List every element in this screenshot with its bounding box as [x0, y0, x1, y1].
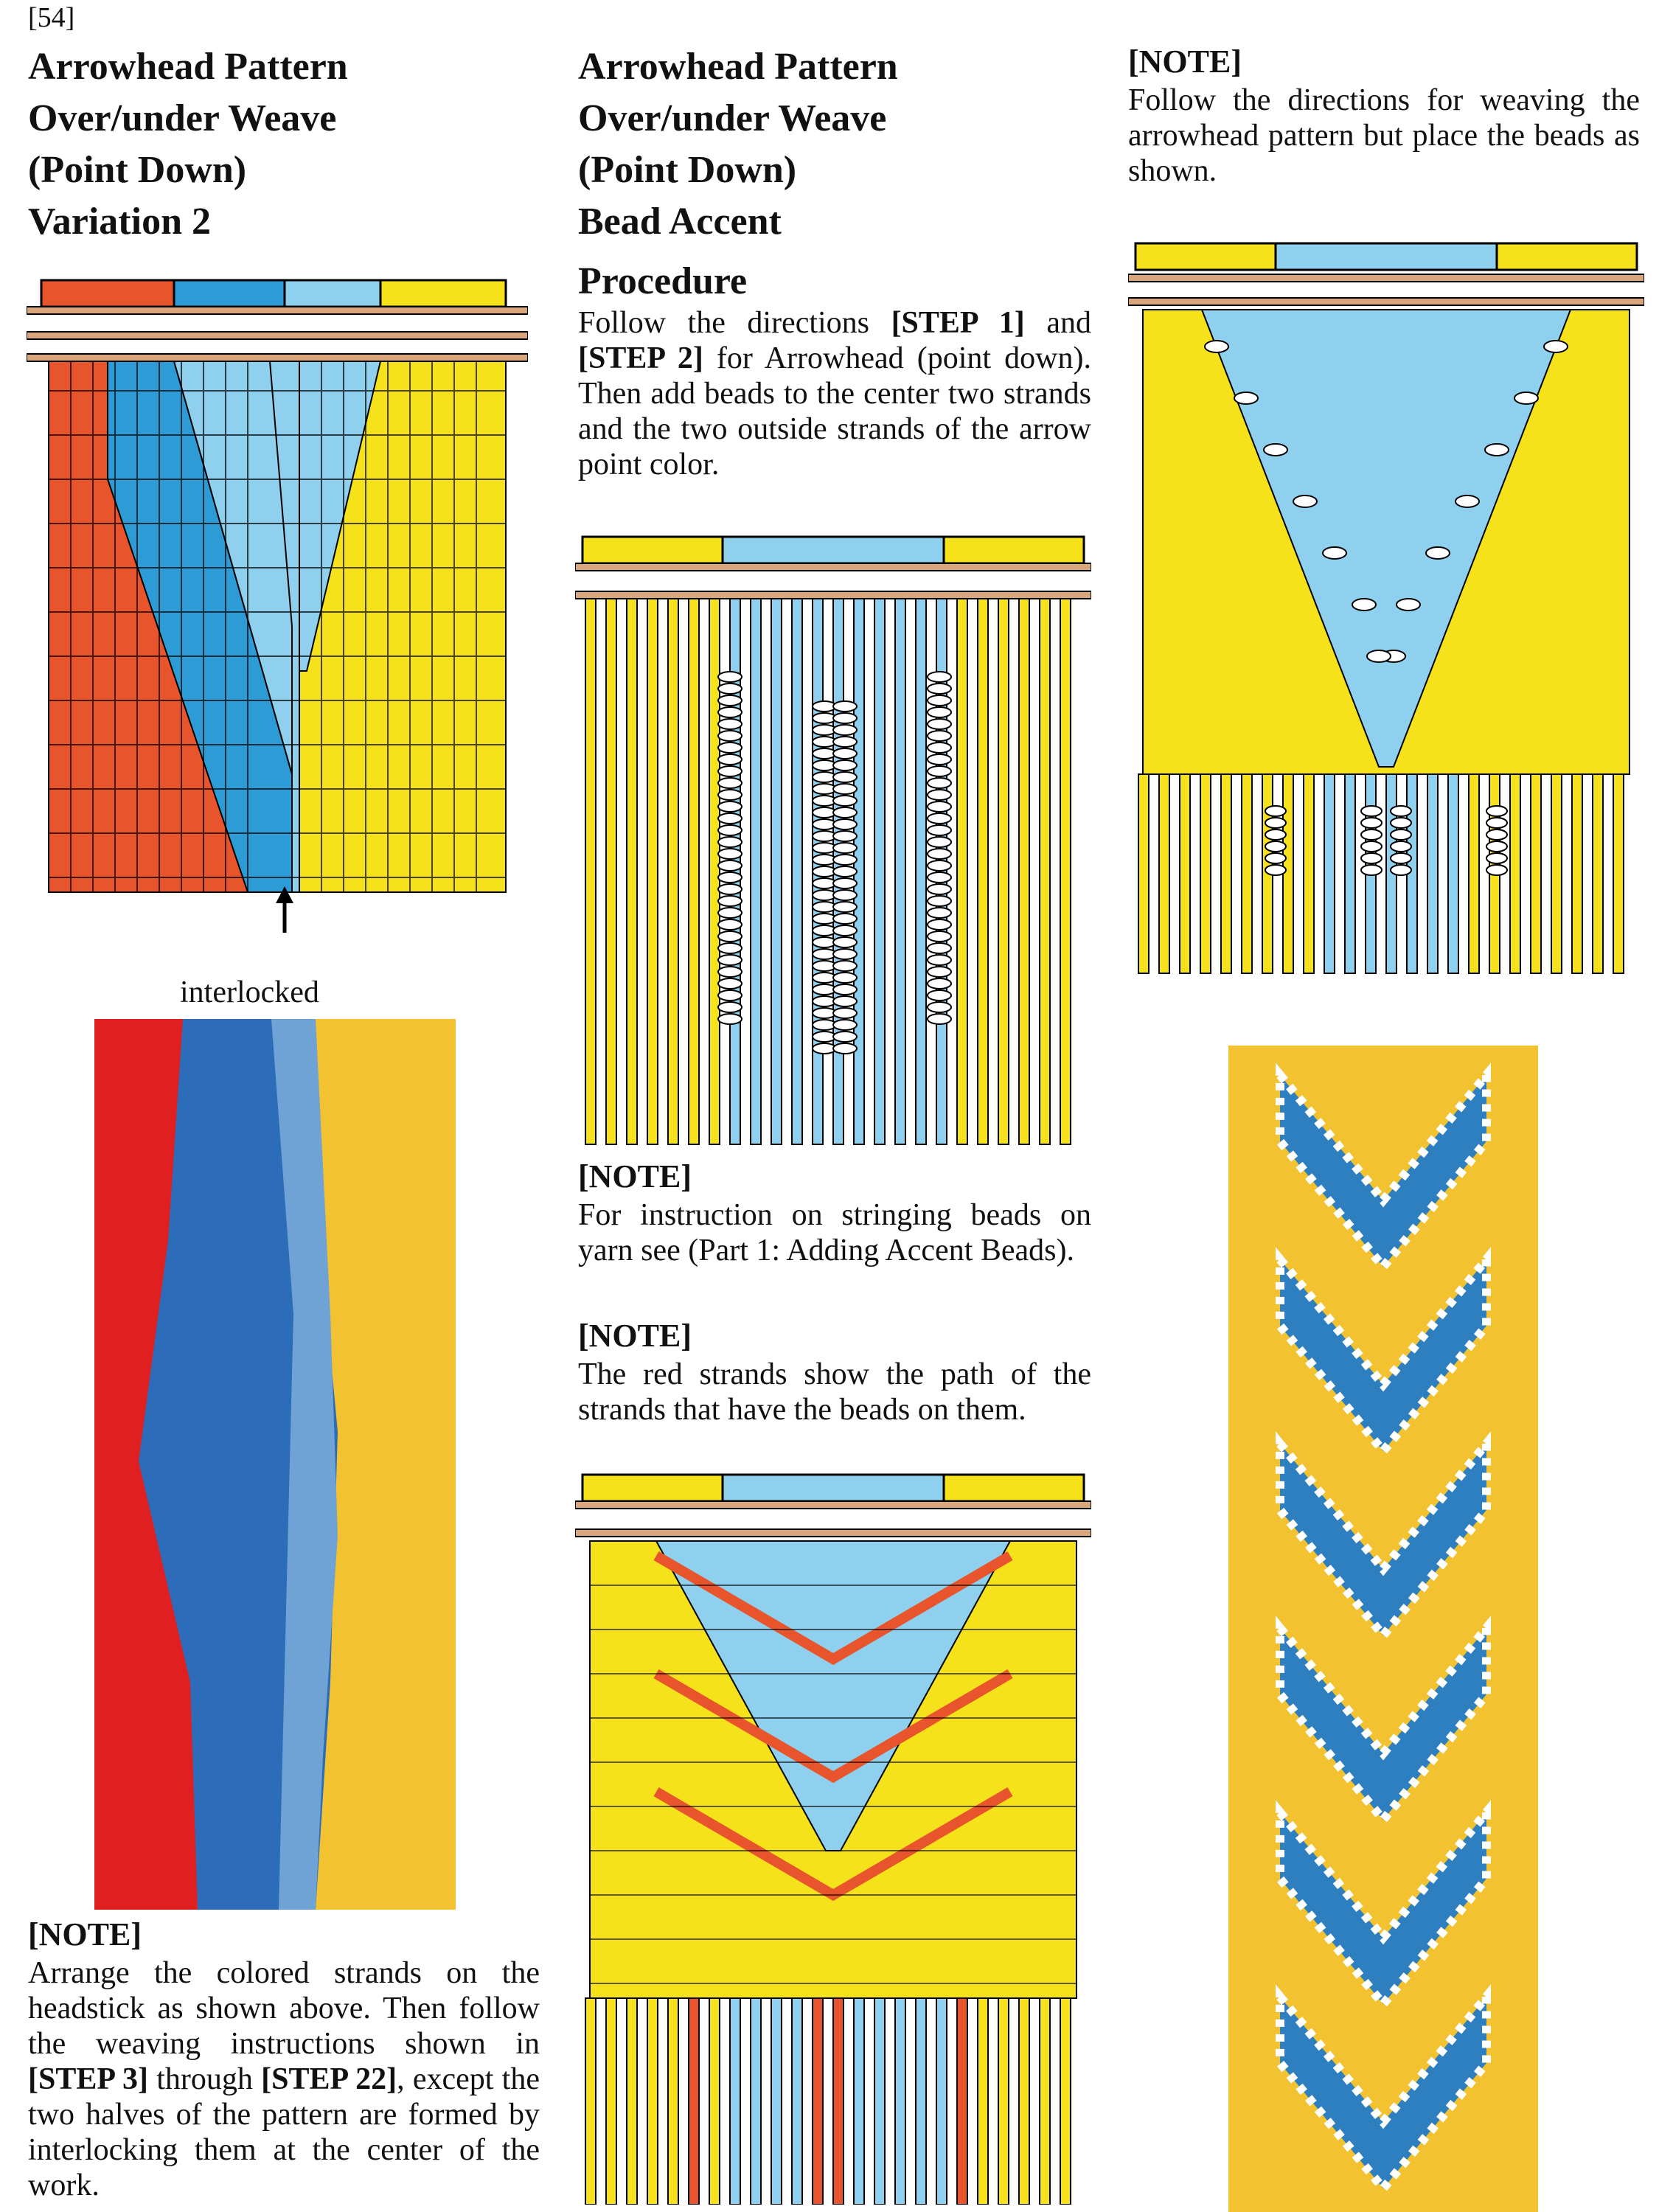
strand — [874, 1998, 885, 2205]
strand — [854, 1998, 864, 2205]
strand — [1060, 1998, 1071, 2205]
bead-setup-diagram — [575, 529, 1091, 1149]
bead — [1265, 818, 1286, 828]
strand — [1345, 774, 1355, 973]
bead — [1391, 841, 1411, 852]
bead — [1391, 806, 1411, 816]
bead — [1486, 830, 1507, 840]
bead — [833, 760, 857, 771]
col1-note-part: through — [147, 2062, 262, 2096]
bead — [928, 790, 951, 800]
interlocked-caption: interlocked — [180, 975, 319, 1009]
bead — [718, 684, 742, 694]
bead — [833, 973, 857, 983]
bead — [718, 884, 742, 894]
bead — [1265, 865, 1286, 875]
strand — [627, 1998, 637, 2205]
strand — [668, 599, 678, 1144]
strand — [1304, 774, 1314, 973]
bead — [1361, 853, 1382, 863]
bead — [718, 778, 742, 788]
strand — [792, 1998, 802, 2205]
bead — [1361, 818, 1382, 828]
bead — [718, 919, 742, 930]
bead — [833, 902, 857, 912]
bead — [928, 742, 951, 753]
col2-note1-heading: [NOTE] — [578, 1158, 692, 1194]
bead — [833, 984, 857, 995]
bead — [833, 961, 857, 971]
page-number: [54] — [28, 2, 75, 33]
bead — [833, 866, 857, 877]
bead — [718, 1002, 742, 1012]
col2-note2-text: The red strands show the path of the strands that have the beads on them. — [578, 1357, 1091, 1427]
col2-title-line: (Point Down) — [578, 149, 797, 191]
bead — [1486, 806, 1507, 816]
strand — [751, 1998, 761, 2205]
strand — [771, 1998, 782, 2205]
bead — [718, 672, 742, 682]
strand — [895, 1998, 905, 2205]
strand — [792, 599, 802, 1144]
bead — [928, 919, 951, 930]
bead — [928, 990, 951, 1001]
strand — [936, 1998, 947, 2205]
col2-note1-text: For instruction on stringing beads on yarn see (Part 1: Adding Accent Beads). — [578, 1198, 1091, 1267]
strand — [709, 599, 720, 1144]
strand — [689, 1998, 699, 2205]
bead — [928, 731, 951, 741]
bead — [928, 707, 951, 717]
bead — [718, 742, 742, 753]
col2-note2-heading: [NOTE] — [578, 1318, 692, 1354]
col1-title-line: Arrowhead Pattern — [28, 46, 348, 88]
strand — [998, 1998, 1009, 2205]
bead — [1361, 806, 1382, 816]
bead — [718, 731, 742, 741]
col1-title-line: Over/under Weave — [28, 97, 337, 139]
strand — [1613, 774, 1624, 973]
strand — [1040, 1998, 1050, 2205]
bead — [718, 872, 742, 883]
bead-accent-photo — [1228, 1046, 1538, 2212]
bead — [1486, 841, 1507, 852]
strand — [1448, 774, 1458, 973]
bead — [718, 790, 742, 800]
bead — [718, 801, 742, 812]
col3-note-heading: [NOTE] — [1128, 44, 1242, 80]
strand — [647, 1998, 658, 2205]
bead — [718, 908, 742, 918]
strand — [1510, 774, 1520, 973]
bead — [718, 766, 742, 776]
bead — [1486, 853, 1507, 863]
bead — [1486, 865, 1507, 875]
strand — [1019, 1998, 1029, 2205]
bead — [1265, 841, 1286, 852]
strand — [606, 1998, 616, 2205]
bead — [928, 778, 951, 788]
bead — [718, 849, 742, 859]
bead — [1486, 818, 1507, 828]
bead — [718, 990, 742, 1001]
col1-note-step: [STEP 3] — [28, 2062, 148, 2096]
strand — [647, 599, 658, 1144]
bead — [833, 713, 857, 723]
bead — [718, 754, 742, 765]
strand — [751, 599, 761, 1144]
col1-note-part: , except the two halves of the pattern are formed by interlocking them at the center of the work. — [28, 2062, 540, 2202]
bead — [928, 695, 951, 706]
bead — [1361, 830, 1382, 840]
bead — [833, 784, 857, 794]
bead — [1293, 495, 1317, 507]
bead — [833, 819, 857, 830]
procedure-part: for Arrowhead (point down). Then add beads to the center two strands and the two outside strands of the arrow point color. — [578, 341, 1091, 481]
bead — [1397, 599, 1420, 611]
bead — [1426, 547, 1450, 559]
bead — [718, 837, 742, 847]
col1-title — [28, 41, 544, 248]
strand — [709, 1998, 720, 2205]
strand — [813, 1998, 823, 2205]
strand — [771, 599, 782, 1144]
bead — [928, 813, 951, 824]
col2-title-line: Bead Accent — [578, 201, 782, 243]
variation2-weave-diagram — [27, 258, 528, 936]
bead — [718, 967, 742, 977]
procedure-text — [578, 305, 1091, 482]
strand — [978, 1998, 988, 2205]
bead — [833, 772, 857, 782]
bead — [928, 955, 951, 965]
bead — [833, 1043, 857, 1054]
col1-note-heading: [NOTE] — [28, 1916, 142, 1952]
strand — [874, 599, 885, 1144]
strand — [585, 1998, 596, 2205]
strand — [916, 599, 926, 1144]
bead — [1361, 841, 1382, 852]
bead — [718, 896, 742, 906]
strand — [1060, 599, 1071, 1144]
bead — [1391, 830, 1411, 840]
strand — [668, 1998, 678, 2205]
bead — [833, 807, 857, 818]
bead — [1455, 495, 1479, 507]
procedure-part: and — [1024, 306, 1091, 340]
bead — [1391, 865, 1411, 875]
bead — [928, 837, 951, 847]
bead — [833, 1032, 857, 1042]
strand — [1572, 774, 1582, 973]
strand — [606, 599, 616, 1144]
bead — [928, 825, 951, 835]
bead — [833, 1008, 857, 1018]
bead — [928, 801, 951, 812]
procedure-step: [STEP 2] — [578, 341, 703, 375]
bead — [833, 748, 857, 759]
bead — [1367, 650, 1391, 662]
bead — [1391, 818, 1411, 828]
bead — [928, 754, 951, 765]
strand — [1469, 774, 1479, 973]
bead — [928, 1002, 951, 1012]
strand — [1531, 774, 1541, 973]
strand — [1593, 774, 1603, 973]
bead — [718, 707, 742, 717]
bead — [928, 1014, 951, 1024]
strand — [1221, 774, 1231, 973]
strand — [585, 599, 596, 1144]
bead — [833, 701, 857, 712]
bead — [718, 943, 742, 953]
strand — [1159, 774, 1169, 973]
bead — [1514, 392, 1538, 404]
col1-title-line: Variation 2 — [28, 201, 211, 243]
col3-note-text: Follow the directions for weaving the arrowhead pattern but place the beads as shown. — [1128, 83, 1640, 188]
bead — [1361, 865, 1382, 875]
strand — [1324, 774, 1335, 973]
red-path-weave-diagram — [575, 1467, 1091, 2205]
col1-note-step: [STEP 22] — [261, 2062, 397, 2096]
bead — [833, 949, 857, 959]
bead — [928, 684, 951, 694]
bead — [718, 931, 742, 942]
bead — [928, 978, 951, 989]
bead — [833, 1020, 857, 1030]
strand — [1200, 774, 1211, 973]
bead — [928, 672, 951, 682]
bead — [718, 719, 742, 729]
strand — [895, 599, 905, 1144]
bead — [928, 872, 951, 883]
col1-note-part: Arrange the colored strands on the headstick as shown above. Then follow the weaving instructions shown in — [28, 1956, 540, 2061]
bead — [833, 843, 857, 853]
bead — [833, 937, 857, 947]
bead — [718, 955, 742, 965]
strand — [957, 1998, 967, 2205]
bead — [928, 931, 951, 942]
strand — [1283, 774, 1293, 973]
variation2-photo — [94, 1019, 456, 1910]
col1-note-text — [28, 1955, 540, 2203]
bead — [833, 737, 857, 747]
strand — [833, 1998, 844, 2205]
strand — [978, 599, 988, 1144]
bead — [718, 1014, 742, 1024]
col2-title-line: Arrowhead Pattern — [578, 46, 898, 88]
bead — [718, 695, 742, 706]
bead — [928, 967, 951, 977]
bead — [833, 796, 857, 806]
bead — [718, 813, 742, 824]
bead — [833, 890, 857, 900]
procedure-part: Follow the directions — [578, 306, 891, 340]
bead — [718, 825, 742, 835]
bead — [928, 849, 951, 859]
bead — [1234, 392, 1258, 404]
bead — [928, 896, 951, 906]
strand — [1138, 774, 1149, 973]
bead — [833, 831, 857, 841]
bead — [1391, 853, 1411, 863]
strand — [689, 599, 699, 1144]
bead — [833, 996, 857, 1006]
bead — [1265, 806, 1286, 816]
strand — [1019, 599, 1029, 1144]
bead — [1205, 341, 1228, 352]
bead — [718, 860, 742, 871]
bead — [833, 878, 857, 888]
bead — [1264, 444, 1287, 456]
bead — [928, 908, 951, 918]
bead — [1544, 341, 1568, 352]
bead — [928, 943, 951, 953]
bead — [833, 914, 857, 924]
strand — [1551, 774, 1562, 973]
bead — [928, 719, 951, 729]
strand — [730, 1998, 740, 2205]
strand — [1180, 774, 1190, 973]
bead — [1485, 444, 1509, 456]
strand — [627, 599, 637, 1144]
bead — [1352, 599, 1376, 611]
bead — [1265, 853, 1286, 863]
bead — [833, 925, 857, 936]
strand — [1242, 774, 1252, 973]
bead — [718, 978, 742, 989]
beads-placed-diagram — [1128, 236, 1644, 995]
bead — [1323, 547, 1346, 559]
bead — [928, 766, 951, 776]
strand — [916, 1998, 926, 2205]
strand — [998, 599, 1009, 1144]
bead — [833, 725, 857, 735]
bead — [928, 860, 951, 871]
procedure-heading: Procedure — [578, 260, 748, 302]
bead — [928, 884, 951, 894]
col1-title-line: (Point Down) — [28, 149, 247, 191]
procedure-step: [STEP 1] — [891, 306, 1025, 340]
bead — [833, 855, 857, 865]
strand — [957, 599, 967, 1144]
bead — [1265, 830, 1286, 840]
col2-title — [578, 41, 1094, 248]
strand — [1427, 774, 1438, 973]
col2-title-line: Over/under Weave — [578, 97, 887, 139]
strand — [1040, 599, 1050, 1144]
